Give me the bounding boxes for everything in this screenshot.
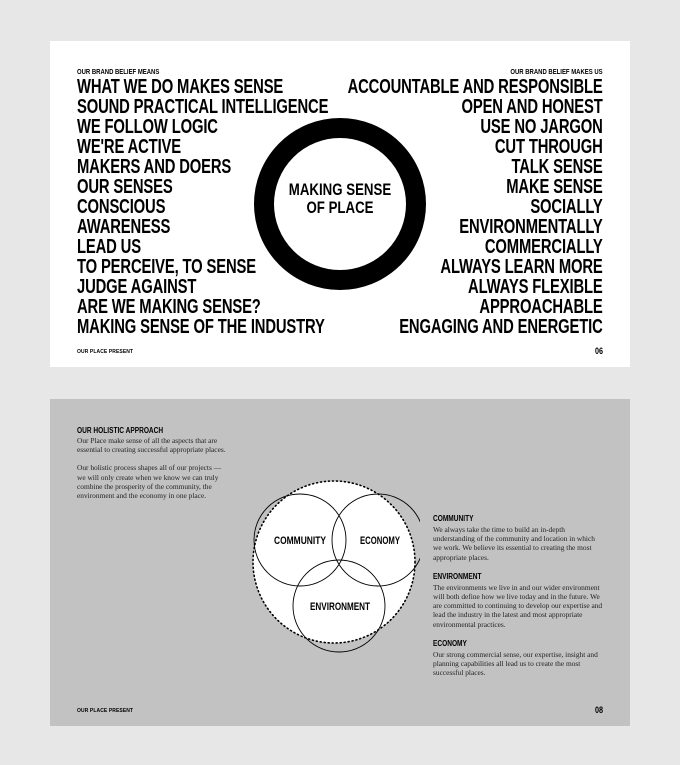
brand-belief-means-item: MAKERS AND DOERS bbox=[77, 156, 232, 178]
definitions-list bbox=[433, 514, 603, 687]
definition-community bbox=[433, 514, 603, 562]
brand-belief-means-item: ARE WE MAKING SENSE? bbox=[77, 296, 261, 318]
page-number: 08 bbox=[594, 705, 603, 715]
brand-belief-makes-us-item: COMMERCIALLY bbox=[485, 236, 603, 258]
brand-belief-makes-us-list bbox=[258, 77, 603, 337]
brand-belief-means-item: MAKING SENSE OF THE INDUSTRY bbox=[77, 316, 325, 338]
definition-title: ECONOMY bbox=[433, 638, 467, 648]
definition-title: ENVIRONMENT bbox=[433, 571, 482, 581]
intro-block bbox=[77, 426, 227, 500]
brand-belief-makes-us-item: TALK SENSE bbox=[511, 156, 603, 178]
brand-belief-makes-us-item: CUT THROUGH bbox=[495, 136, 603, 158]
brand-belief-makes-us-item: OPEN AND HONEST bbox=[461, 96, 603, 118]
footer-brand: OUR PLACE PRESENT bbox=[77, 349, 134, 355]
holistic-approach-page bbox=[50, 399, 630, 726]
intro-paragraph: Our Place make sense of all the aspects that are essential to creating successful appropriate places. bbox=[77, 436, 226, 455]
brand-belief-makes-us-item: SOCIALLY bbox=[530, 196, 603, 218]
brand-belief-makes-us-item: ALWAYS LEARN MORE bbox=[440, 256, 603, 278]
left-column-heading: OUR BRAND BELIEF MEANS bbox=[77, 69, 160, 76]
brand-belief-means-item: JUDGE AGAINST bbox=[77, 276, 197, 298]
intro-heading: OUR HOLISTIC APPROACH bbox=[77, 426, 164, 435]
brand-belief-means-item: OUR SENSES bbox=[77, 176, 173, 198]
intro-paragraph: Our holistic process shapes all of our projects — we will only create when we know we can truly combine the prosperity of the community, the environment and the economy in one place. bbox=[77, 463, 222, 501]
definition-economy bbox=[433, 639, 603, 678]
brand-belief-makes-us-item: ACCOUNTABLE AND RESPONSIBLE bbox=[347, 76, 603, 98]
definition-body: Our strong commercial sense, our expertise, insight and planning capabilities all lead us to create the most successful places. bbox=[433, 649, 598, 678]
brand-belief-means-item: CONSCIOUS bbox=[77, 196, 166, 218]
ring-label-line-1: MAKING SENSE bbox=[288, 180, 392, 199]
venn-label-environment: ENVIRONMENT bbox=[310, 601, 371, 613]
brand-belief-makes-us-item: ALWAYS FLEXIBLE bbox=[468, 276, 603, 298]
definition-title: COMMUNITY bbox=[433, 514, 474, 523]
venn-label-economy: ECONOMY bbox=[360, 535, 401, 547]
brand-belief-makes-us-item: APPROACHABLE bbox=[479, 296, 603, 318]
brand-belief-means-item: WE FOLLOW LOGIC bbox=[77, 116, 218, 138]
brand-belief-makes-us-item: USE NO JARGON bbox=[480, 116, 603, 138]
brand-belief-makes-us-column bbox=[258, 68, 603, 337]
definition-environment bbox=[433, 572, 603, 629]
brand-belief-means-item: AWARENESS bbox=[77, 216, 171, 238]
brand-belief-means-item: WE'RE ACTIVE bbox=[77, 136, 181, 158]
ring-label-line-2: OF PLACE bbox=[306, 198, 374, 217]
footer-brand: OUR PLACE PRESENT bbox=[77, 708, 134, 714]
outer-dotted-circle bbox=[253, 481, 415, 643]
venn-diagram bbox=[250, 477, 420, 653]
venn-label-community: COMMUNITY bbox=[274, 535, 327, 547]
brand-belief-makes-us-item: ENVIRONMENTALLY bbox=[459, 216, 603, 238]
definition-body: We always take the time to build an in-depth understanding of the community and location in which we work. We believe its essential to creating the most appropriate places. bbox=[433, 525, 595, 562]
brand-belief-page bbox=[50, 41, 630, 367]
page-number: 06 bbox=[594, 346, 603, 356]
brand-belief-makes-us-item: ENGAGING AND ENERGETIC bbox=[399, 316, 603, 338]
brand-belief-means-item: LEAD US bbox=[77, 236, 141, 258]
brand-belief-means-item: TO PERCEIVE, TO SENSE bbox=[77, 256, 256, 278]
brand-belief-means-item: SOUND PRACTICAL INTELLIGENCE bbox=[77, 96, 329, 118]
definition-body: The environments we live in and our wider environment will both define how we live today and in the future. We are committed to continuing to develop our expertise and lead the industry in the latest and most appropriate environmental practices. bbox=[433, 582, 603, 629]
brand-belief-makes-us-item: MAKE SENSE bbox=[506, 176, 603, 198]
right-column-heading: OUR BRAND BELIEF MAKES US bbox=[510, 69, 603, 76]
brand-belief-means-item: WHAT WE DO MAKES SENSE bbox=[77, 76, 284, 98]
